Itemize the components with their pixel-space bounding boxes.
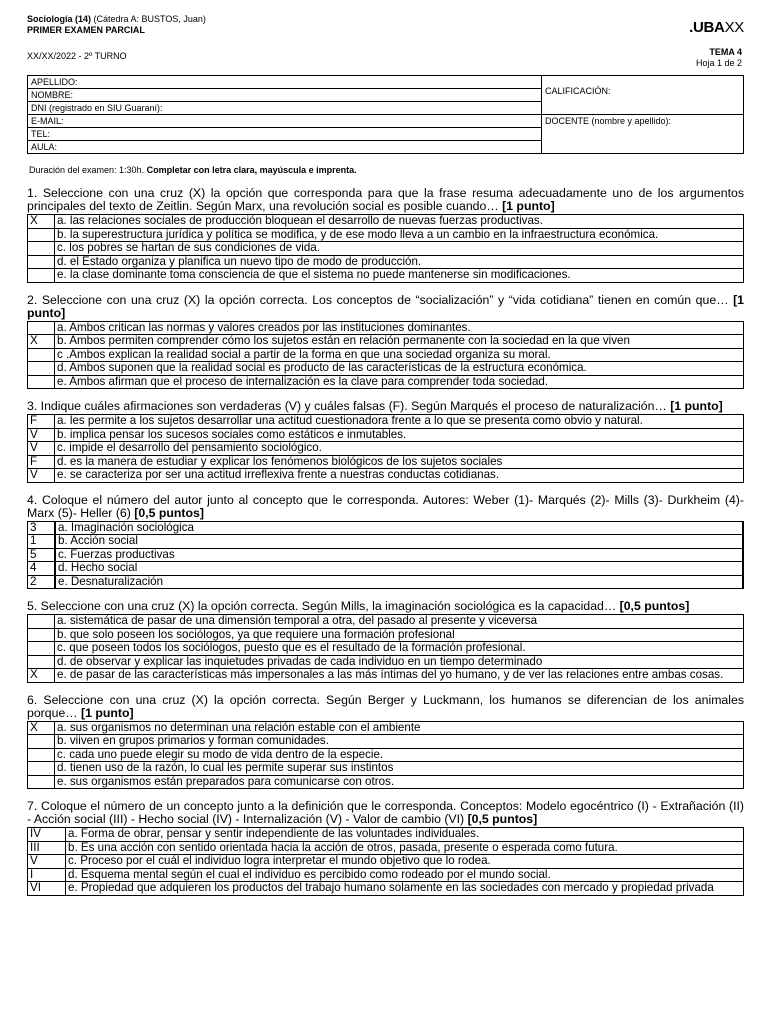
answer-mark-cell[interactable]: V [28,428,55,442]
answer-row [28,575,744,589]
answer-row [28,721,744,735]
question-5 [27,600,744,683]
answer-mark-cell[interactable] [28,228,55,242]
answer-row [28,521,744,535]
answer-option-text: e. Propiedad que adquieren los productos del trabajo humano solamente en las sociedades con mercado y propiedad privada [66,882,744,896]
answer-row [28,535,744,549]
answer-table [27,214,744,283]
question-points: [1 punto] [670,399,723,413]
answer-row [28,255,744,269]
answer-mark-cell[interactable]: X [28,215,55,229]
course-name: Sociología (14) [27,14,92,24]
answer-option-text: c. impide el desarrollo del pensamiento sociológico. [55,442,744,456]
answer-mark-cell[interactable]: X [28,335,55,349]
answer-mark-cell[interactable] [28,655,55,669]
sheet-number: Hoja 1 de 2 [695,58,742,68]
answer-mark-cell[interactable]: I [28,868,66,882]
answer-row [28,215,744,229]
answer-mark-cell[interactable] [28,762,55,776]
answer-table [27,521,744,590]
exam-date-turn: XX/XX/2022 - 2º TURNO [27,51,127,61]
tema-box [696,47,742,69]
answer-row [28,615,744,629]
question-points: [0,5 puntos] [134,505,204,520]
answer-row [28,321,744,335]
answer-option-text: c .Ambos explican la realidad social a partir de la forma en que una sociedad organiza su moral. [55,348,744,362]
answer-mark-cell[interactable]: IV [28,828,66,842]
exam-duration-note: Duración del examen: 1:30h. Completar con letra clara, mayúscula e imprenta. [29,165,357,175]
tema-label: TEMA 4 [709,47,742,57]
answer-mark-cell[interactable]: 3 [28,521,56,535]
question-points: [0,5 puntos] [619,599,690,613]
answer-option-text: e. sus organismos están preparados para comunicarse con otros. [55,775,744,789]
answer-row [28,735,744,749]
answer-row [28,841,744,855]
field-apellido[interactable]: APELLIDO: [28,76,542,89]
answer-option-text: a. sistemática de pasar de una dimensión temporal a otra, del pasado al presente y viceversa [55,615,744,629]
answer-mark-cell[interactable]: F [28,455,55,469]
answer-mark-cell[interactable] [28,242,55,256]
answer-option-text: a. Imaginación sociológica [55,521,743,535]
answer-mark-cell[interactable] [28,321,55,335]
answer-row [28,562,744,576]
answer-mark-cell[interactable]: 5 [28,548,56,562]
answer-option-text: b. Es una acción con sentido orientada hacia la acción de otros, pasada, presente o esperada como futura. [66,841,744,855]
answer-option-text: a. les permite a los sujetos desarrollar una actitud cuestionadora frente a lo que se presenta como obvio y natural. [55,415,744,429]
answer-mark-cell[interactable]: 2 [28,575,56,589]
question-3 [27,400,744,483]
answer-mark-cell[interactable]: III [28,841,66,855]
question-6 [27,694,744,790]
answer-mark-cell[interactable] [28,362,55,376]
exam-header [27,14,744,76]
answer-row [28,855,744,869]
answer-option-text: d. es la manera de estudiar y explicar los fenómenos biológicos de los sujetos sociales [55,455,744,469]
answer-row [28,442,744,456]
question-text: 7. Coloque el número de un concepto junto a la definición que le corresponda. Conceptos: Modelo egocéntrico (I) - Extrañación (II) - Acción social (III) - Hecho social (IV) - Internalización (V) - Valor de cambio (VI) [0,5 puntos] [27,799,744,826]
answer-row [28,375,744,389]
answer-row [28,269,744,283]
answer-option-text: b. Ambos permiten comprender cómo los sujetos están en relación permanente con la sociedad en la que viven [55,335,744,349]
question-points: [1 punto] [27,292,744,320]
field-calificacion[interactable]: CALIFICACIÓN: [542,76,744,115]
answer-option-text: d. tienen uso de la razón, lo cual les permite superar sus instintos [55,762,744,776]
answer-option-text: d. el Estado organiza y planifica un nuevo tipo de modo de producción. [55,255,744,269]
answer-mark-cell[interactable]: 4 [28,562,56,576]
answer-mark-cell[interactable]: X [28,669,55,683]
answer-option-text: e. se caracteriza por ser una actitud irreflexiva frente a nuestras conductas cotidianas. [55,469,744,483]
answer-mark-cell[interactable] [28,375,55,389]
question-points: [1 punto] [502,199,555,213]
answer-option-text: e. Desnaturalización [55,575,743,589]
answer-mark-cell[interactable] [28,642,55,656]
field-tel[interactable]: TEL: [28,128,542,141]
answer-option-text: c. cada uno puede elegir su modo de vida dentro de la especie. [55,748,744,762]
answer-row [28,748,744,762]
uba-logo: .UBAXX [689,19,744,36]
answer-row [28,228,744,242]
answer-mark-cell[interactable]: X [28,721,55,735]
answer-mark-cell[interactable] [28,615,55,629]
answer-option-text: a. Forma de obrar, pensar y sentir independiente de las voluntades individuales. [66,828,744,842]
answer-mark-cell[interactable]: V [28,442,55,456]
answer-mark-cell[interactable] [28,255,55,269]
answer-row [28,242,744,256]
answer-option-text: b. la superestructura jurídica y política se modifica, y de ese modo lleva a un cambio en la infraestructura económica. [55,228,744,242]
answer-row [28,428,744,442]
answer-option-text: b. que solo poseen los sociólogos, ya que requiere una formación profesional [55,628,744,642]
question-list [27,187,744,896]
answer-option-text: d. de observar y explicar las inquietudes privadas de cada individuo en un tiempo determinado [55,655,744,669]
answer-row [28,628,744,642]
answer-mark-cell[interactable]: V [28,855,66,869]
answer-option-text: e. Ambos afirman que el proceso de internalización es la clave para comprender toda sociedad. [55,375,744,389]
answer-mark-cell[interactable] [28,748,55,762]
answer-row [28,455,744,469]
field-dni[interactable]: DNI (registrado en SIU Guaraní): [28,102,542,115]
field-docente[interactable]: DOCENTE (nombre y apellido): [542,115,744,154]
answer-option-text: d. Ambos suponen que la realidad social es producto de las características de la estructura económica. [55,362,744,376]
question-text: 2. Seleccione con una cruz (X) la opción correcta. Los conceptos de “socialización” y “vida cotidiana” tienen en común que… [1 punto] [27,292,744,320]
answer-option-text: d. Hecho social [55,562,743,576]
question-text: 4. Coloque el número del autor junto al concepto que le corresponda. Autores: Weber (1)- Marqués (2)- Mills (3)- Durkheim (4)- Marx (5)- Heller (6) [0,5 puntos] [27,492,744,520]
answer-row [28,362,744,376]
question-text: 6. Seleccione con una cruz (X) la opción correcta. Según Berger y Luckmann, los humanos se diferencian de los animales porque… [1 punto] [27,692,744,720]
answer-row [28,775,744,789]
answer-option-text: a. sus organismos no determinan una relación estable con el ambiente [55,721,744,735]
answer-table [27,321,744,390]
answer-table [27,614,744,683]
answer-mark-cell[interactable]: VI [28,882,66,896]
question-points: [0,5 puntos] [467,812,538,826]
answer-mark-cell[interactable]: V [28,469,55,483]
question-7 [27,800,744,896]
answer-option-text: b. viiven en grupos primarios y forman comunidades. [55,735,744,749]
answer-row [28,669,744,683]
question-text: 1. Seleccione con una cruz (X) la opción que corresponda para que la frase resuma adecuadamente uno de los argumentos principales del texto de Zeitlin. Según Marx, una revolución social es posible cuando… [1 punto] [27,186,744,213]
answer-mark-cell[interactable]: 1 [28,535,56,549]
answer-row [28,828,744,842]
answer-row [28,882,744,896]
answer-option-text: c. Proceso por el cuál el individuo logra interpretar el mundo objetivo que lo rodea. [66,855,744,869]
answer-mark-cell[interactable] [28,348,55,362]
answer-row [28,655,744,669]
answer-option-text: c. los pobres se hartan de sus condiciones de vida. [55,242,744,256]
field-email[interactable]: E-MAIL: [28,115,542,128]
answer-option-text: c. Fuerzas productivas [55,548,743,562]
question-2 [27,294,744,390]
course-chair: (Cátedra A: BUSTOS, Juan) [91,14,206,24]
answer-row [28,642,744,656]
exam-title: PRIMER EXAMEN PARCIAL [27,25,145,35]
answer-mark-cell[interactable] [28,735,55,749]
answer-row [28,469,744,483]
question-text: 5. Seleccione con una cruz (X) la opción correcta. Según Mills, la imaginación sociológica es la capacidad… [0,5 puntos] [27,599,690,613]
answer-table [27,827,744,896]
student-info-form [27,75,744,154]
answer-option-text: c. que poseen todos los sociólogos, puesto que es el resultado de la formación profesional. [55,642,744,656]
question-text: 3. Indique cuáles afirmaciones son verdaderas (V) y cuáles falsas (F). Según Marqués el proceso de naturalización… [1 punto] [27,399,723,413]
answer-row [28,348,744,362]
answer-row [28,548,744,562]
answer-mark-cell[interactable] [28,269,55,283]
answer-row [28,335,744,349]
field-aula[interactable]: AULA: [28,141,542,154]
answer-mark-cell[interactable]: F [28,415,55,429]
question-4 [27,494,744,590]
answer-option-text: e. la clase dominante toma consciencia de que el sistema no puede mantenerse sin modificaciones. [55,269,744,283]
answer-mark-cell[interactable] [28,628,55,642]
answer-option-text: b. implica pensar los sucesos sociales como estáticos e inmutables. [55,428,744,442]
answer-option-text: e. de pasar de las características más impersonales a las más íntimas del yo humano, y de ver las relaciones entre ambas cosas. [55,669,744,683]
answer-table [27,414,744,483]
answer-row [28,415,744,429]
question-points: [1 punto] [81,705,134,720]
answer-option-text: b. Acción social [55,535,743,549]
answer-row [28,868,744,882]
field-nombre[interactable]: NOMBRE: [28,89,542,102]
answer-mark-cell[interactable] [28,775,55,789]
answer-option-text: a. Ambos critican las normas y valores creados por las instituciones dominantes. [55,321,744,335]
answer-option-text: d. Esquema mental según el cual el individuo es percibido como rodeado por el mundo social. [66,868,744,882]
answer-row [28,762,744,776]
answer-option-text: a. las relaciones sociales de producción bloquean el desarrollo de nuevas fuerzas productivas. [55,215,744,229]
answer-table [27,721,744,790]
question-1 [27,187,744,283]
course-line [27,14,744,25]
